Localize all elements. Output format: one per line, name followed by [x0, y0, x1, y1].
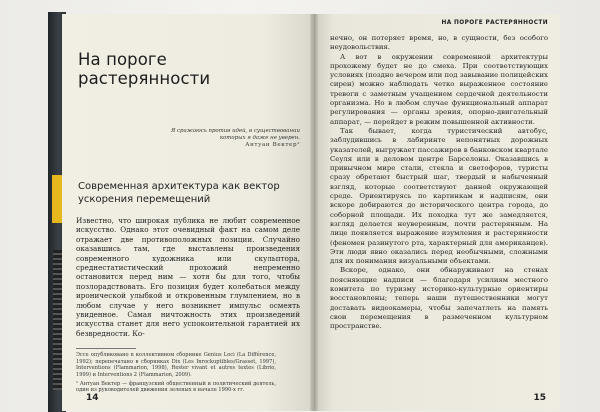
body-paragraph: нечно, он потеряет время, но, в сущности, без особого неудовольствия.: [330, 34, 548, 52]
footnote: Эссе опубликовано в коллективном сборнике Genius Loci (La Différence, 1992); перепечатано в сборниках Dix (Les Inrockuptibles/Grasset, 1997), Interventions (Flammarion, 1998), Rester vivant et autres textes (Librio, 1999) и Interventions 2 (Flammarion, 2009).: [76, 352, 276, 378]
footnote-rule: [76, 348, 136, 349]
epigraph-author: Антуан Вектер¹: [245, 142, 300, 148]
footnote: ¹ Антуан Вектер — французский общественный и политический деятель, один из руководителей движения зеленых в начале 1990-х гг.: [76, 380, 276, 394]
body-paragraph: А вот в окружении современной архитектуры прохожему будет не до смеха. При соответствующих условиях (поздно вечером или под завывание полицейских сирен) можно наблюдать четко выраженное состояние тревоги с заметным учащением сердечной деятельности организма. Но в любом случае функциональный аппарат регулирования — органы зрения, опорно-двигательный аппарат, — перейдет в режим повышенной активности.: [330, 52, 548, 126]
section-heading: Современная архитектура как вектор ускорения перемещений: [78, 181, 280, 205]
epigraph-line: Я сражаюсь против идей, в существовании: [170, 128, 300, 134]
page-number: 15: [533, 393, 546, 403]
body-paragraph: Вскоре, однако, они обнаруживают на стенах поясняющие надписи — благодаря усилиям местного комитета по туризму историко-культурные ориентиры восстановлены; теперь наши путешественники могут доставать видеокамеры, чтобы запечатлеть на память свои перемещения в размеченном культурном пространстве.: [330, 266, 548, 331]
epigraph: [116, 128, 300, 142]
epigraph-line: которых я даже не уверен.: [219, 135, 300, 141]
right-page: [314, 14, 560, 411]
right-text-column: [330, 34, 548, 332]
page-number: 14: [86, 393, 99, 403]
chapter-title: На пороге растерянности: [78, 50, 211, 88]
running-head: НА ПОРОГЕ РАСТЕРЯННОСТИ: [441, 20, 548, 26]
left-page: [62, 14, 314, 411]
body-paragraph: Так бывает, когда туристический автобус, заблудившись в лабиринте непонятных дорожных указателей, выгружает пассажиров в банковском квартале Сеуля или в деловом центре Барселоны. Оказавшись в привычном мире стали, стекла и светофоров, туристы сразу обретают быстрый шаг, твердый и набыченный взгляд, которые соответствуют данной окружающей среде. Ориентируясь по картинкам и надписям, они вскоре добираются до исторического центра города, до соборной площади. Их походка тут же замедляется, взгляд делается неуверенным, почти растерянным. На лице появляется выражение изумления и растерянности (феномен разинутого рта, характерный для американцев). Эти люди явно оказались перед необычными, сложными для их понимания визуальными объектами.: [330, 126, 548, 266]
body-paragraph: Известно, что широкая публика не любит современное искусство. Однако этот очевидный факт на самом деле отражает две противоположных позиции. Случайно оказавшись там, где выставлены произведения современного художника или скульптора, среднестатистический прохожий непременно остановится перед ним — хотя бы для того, чтобы позлорадствовать. Его позиция будет колебаться между иронической улыбкой и откровенным глумлением, но в любом случае у него возникнет импульс осмеять увиденное. Самая ничтожность этих произведений искусства станет для него успокоительной гарантией их безвредности. Ко-: [76, 216, 300, 338]
cover-illustration: [53, 250, 62, 390]
open-book: [62, 14, 560, 411]
book-gutter: [310, 14, 318, 411]
cover-yellow-stripe: [52, 175, 62, 223]
